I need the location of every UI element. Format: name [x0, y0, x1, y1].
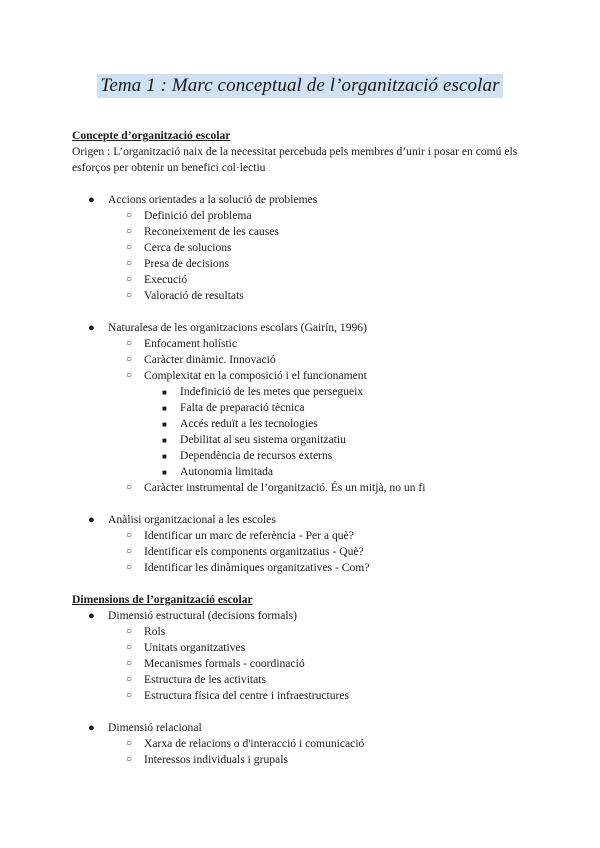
list-item-l2: ○ Unitats organitzatives	[126, 641, 246, 654]
bullet-dot-icon: ●	[88, 610, 95, 622]
list-structural	[72, 608, 542, 704]
list-item-l2: ○ Cerca de solucions	[126, 241, 232, 254]
list-item-l2: ○ Complexitat en la composició i el funcionament	[126, 369, 367, 382]
bullet-circle-icon: ○	[126, 338, 133, 349]
bullet-circle-icon: ○	[126, 258, 133, 269]
bullet-circle-icon: ○	[126, 562, 133, 573]
bullet-circle-icon: ○	[126, 210, 133, 221]
list-item-l2: ○ Definició del problema	[126, 209, 252, 222]
intro-paragraph: Origen : L’organització naix de la necessitat percebuda pels membres d’unir i posar en comú els esforços per obtenir un benefici col·lectiu	[72, 145, 518, 174]
bullet-square-icon: ■	[162, 468, 167, 477]
list-relational	[72, 720, 542, 768]
list-item-l3: ■ Debilitat al seu sistema organitzatiu	[72, 432, 542, 448]
bullet-circle-icon: ○	[126, 370, 133, 381]
bullet-circle-icon: ○	[126, 274, 133, 285]
bullet-dot-icon: ●	[88, 194, 95, 206]
list-item-l2: ○ Estructura de les activitats	[126, 673, 267, 686]
bullet-circle-icon: ○	[126, 242, 133, 253]
list-analysis	[72, 512, 542, 576]
bullet-circle-icon: ○	[126, 738, 133, 749]
bullet-dot-icon: ●	[88, 722, 95, 734]
section-heading-concept: Concepte d’organització escolar	[72, 129, 231, 142]
bullet-circle-icon: ○	[126, 642, 133, 653]
list-item-l1: ● Naturalesa de les organitzacions escolars (Gairín, 1996)	[88, 321, 367, 334]
list-item-l2: ○ Mecanismes formals - coordinació	[126, 657, 305, 670]
list-item-l1: ● Dimensió estructural (decisions formals)	[88, 609, 297, 622]
bullet-dot-icon: ●	[88, 322, 95, 334]
bullet-circle-icon: ○	[126, 530, 133, 541]
list-item-l2: ○ Rols	[126, 625, 166, 638]
list-item-l2: ○ Identificar els components organitzatius - Què?	[126, 545, 364, 558]
bullet-circle-icon: ○	[126, 690, 133, 701]
list-item-l2: ○ Identificar un marc de referència - Per a què?	[126, 529, 354, 542]
list-item-l3: ■ Indefinició de les metes que persegueix	[72, 384, 542, 400]
list-item-l1: ● Accions orientades a la solució de problemes	[88, 193, 318, 206]
page-title: Tema 1 : Marc conceptual de l’organització escolar	[97, 74, 502, 98]
bullet-square-icon: ■	[162, 420, 167, 429]
bullet-square-icon: ■	[162, 388, 167, 397]
list-nature	[72, 320, 542, 496]
list-item-l2: ○ Valoració de resultats	[126, 289, 244, 302]
bullet-circle-icon: ○	[126, 226, 133, 237]
section-heading-dimensions: Dimensions de l’organització escolar	[72, 593, 253, 606]
list-item-l2: ○ Identificar les dinàmiques organitzatives - Com?	[126, 561, 370, 574]
list-item-l3: ■ Falta de preparació tècnica	[72, 400, 542, 416]
bullet-square-icon: ■	[162, 452, 167, 461]
list-item-l2: ○ Estructura física del centre i infraestructures	[126, 689, 350, 702]
list-item-l3: ■ Accés reduït a les tecnologies	[72, 416, 542, 432]
list-item-l2: ○ Execució	[126, 273, 188, 286]
list-item-l2: ○ Interessos individuals i grupals	[126, 753, 288, 766]
list-item-l2: ○ Enfocament holístic	[126, 337, 238, 350]
bullet-circle-icon: ○	[126, 482, 133, 493]
list-item-l2: ○ Xarxa de relacions o d'interacció i comunicació	[126, 737, 365, 750]
list-item-l2: ○ Presa de decisions	[126, 257, 230, 270]
bullet-circle-icon: ○	[126, 674, 133, 685]
bullet-circle-icon: ○	[126, 754, 133, 765]
list-item-l3: ■ Dependència de recursos externs	[72, 448, 542, 464]
title-container	[0, 74, 600, 98]
bullet-circle-icon: ○	[126, 354, 133, 365]
bullet-square-icon: ■	[162, 436, 167, 445]
bullet-circle-icon: ○	[126, 658, 133, 669]
document-body	[72, 128, 542, 768]
list-item-l3: ■ Autonomia limitada	[72, 464, 542, 480]
list-item-l1: ● Dimensió relacional	[88, 721, 202, 734]
bullet-square-icon: ■	[162, 404, 167, 413]
list-item-l1: ● Anàlisi organitzacional a les escoles	[88, 513, 276, 526]
list-item-l2: ○ Caràcter instrumental de l’organització. És un mitjà, no un fi	[126, 481, 426, 494]
bullet-circle-icon: ○	[126, 290, 133, 301]
bullet-dot-icon: ●	[88, 514, 95, 526]
bullet-circle-icon: ○	[126, 626, 133, 637]
list-item-l2: ○ Caràcter dinàmic. Innovació	[126, 353, 276, 366]
list-item-l2: ○ Reconeixement de les causes	[126, 225, 279, 238]
list-actions	[72, 192, 542, 304]
bullet-circle-icon: ○	[126, 546, 133, 557]
